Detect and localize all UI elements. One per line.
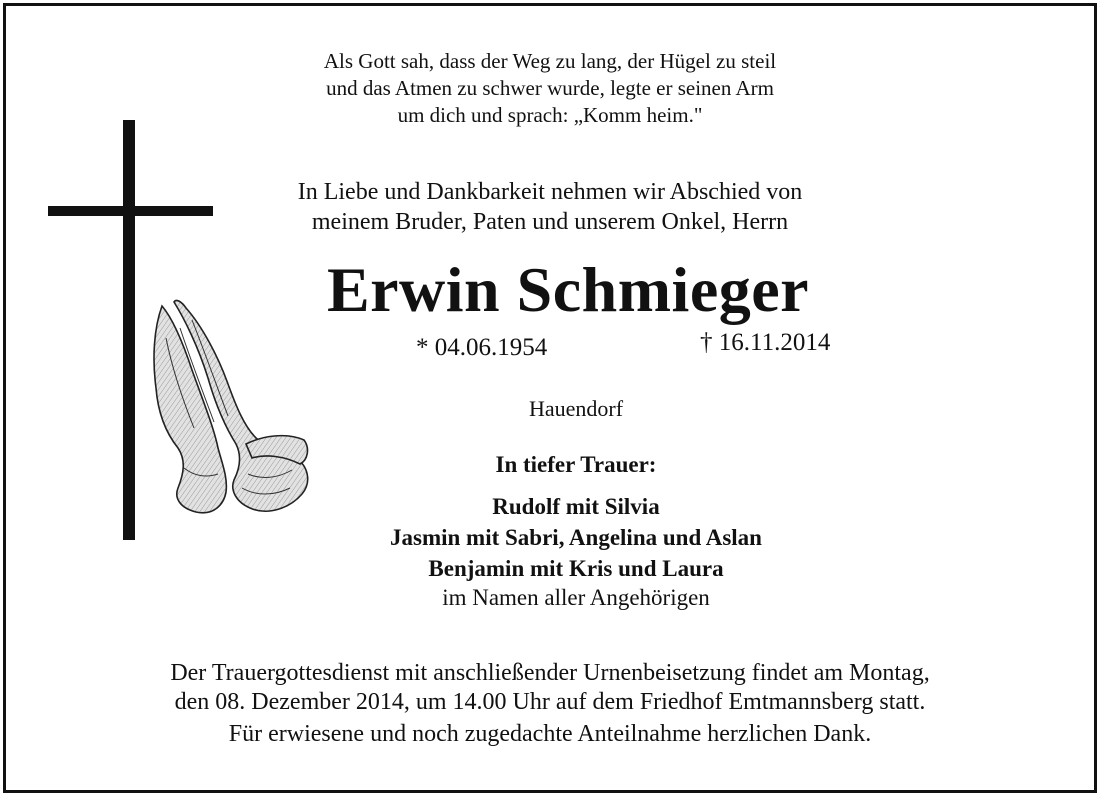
relatives-line: im Namen aller Angehörigen <box>442 585 710 610</box>
poem-line: um dich und sprach: „Komm heim." <box>397 103 703 127</box>
intro-line: meinem Bruder, Paten und unserem Onkel, Herrn <box>311 209 789 235</box>
poem-line: Als Gott sah, dass der Weg zu lang, der Hügel zu steil <box>323 49 777 73</box>
obituary-notice <box>3 3 1097 793</box>
birth-date: * 04.06.1954 <box>416 334 548 361</box>
deceased-name: Erwin Schmieger <box>326 254 810 325</box>
poem-line: und das Atmen zu schwer wurde, legte er seinen Arm <box>326 76 774 100</box>
mourner-line: Benjamin mit Kris und Laura <box>428 556 724 581</box>
mourner-line: Jasmin mit Sabri, Angelina und Aslan <box>390 525 762 550</box>
closing-line: den 08. Dezember 2014, um 14.00 Uhr auf dem Friedhof Emtmannsberg statt. <box>174 689 926 715</box>
closing-line: Für erwiesene und noch zugedachte Anteilnahme herzlichen Dank. <box>228 721 872 747</box>
intro-line: In Liebe und Dankbarkeit nehmen wir Abschied von <box>297 179 803 205</box>
mourning-heading: In tiefer Trauer: <box>495 452 657 477</box>
closing-line: Der Trauergottesdienst mit anschließender Urnenbeisetzung findet am Montag, <box>170 660 930 686</box>
mourner-line: Rudolf mit Silvia <box>492 494 660 519</box>
death-date: † 16.11.2014 <box>700 329 831 356</box>
place: Hauendorf <box>528 396 624 421</box>
